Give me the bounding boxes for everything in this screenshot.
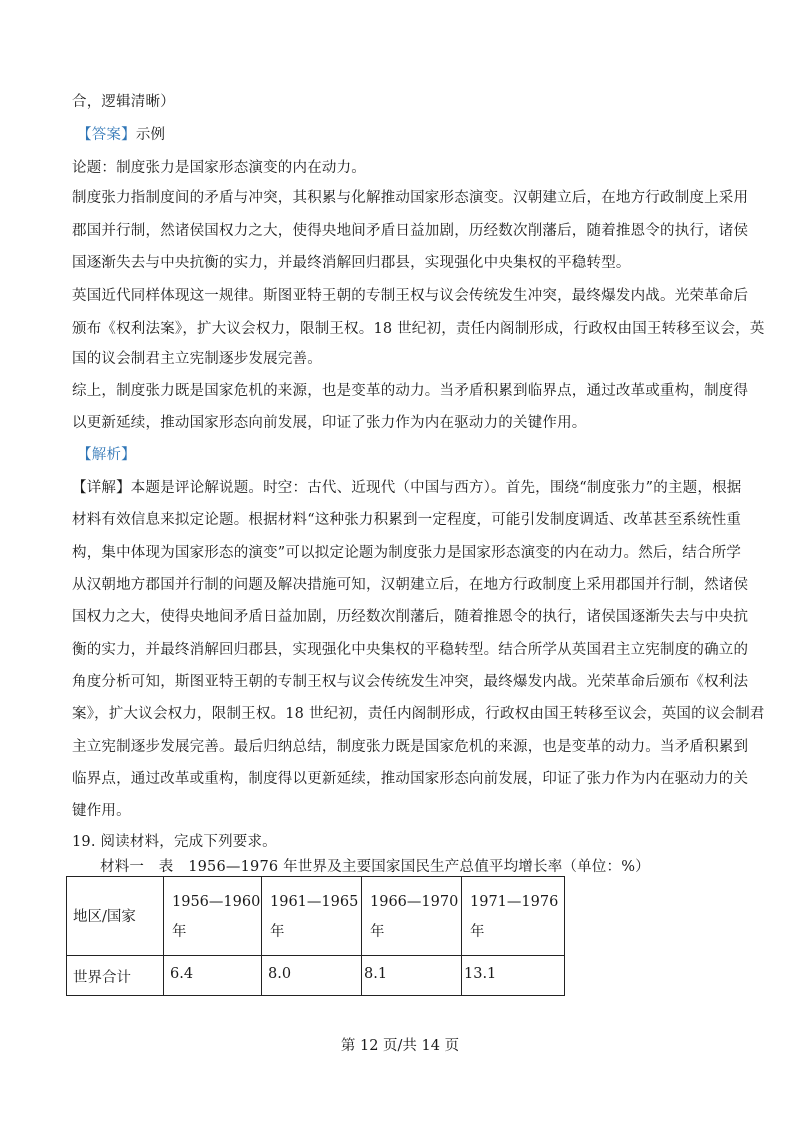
text-line: 制度张力指制度间的矛盾与冲突，其积累与化解推动国家形态演变。汉朝建立后，在地方行政制度上采用 bbox=[72, 190, 749, 206]
text-line: 英国近代同样体现这一规律。斯图亚特王朝的专制王权与议会传统发生冲突，最终爆发内战。光荣革命后 bbox=[72, 288, 749, 304]
text-line: 案》，扩大议会权力，限制王权。18 世纪初，责任内阁制形成，行政权由国王转移至议会，英国的议会制君 bbox=[72, 706, 765, 722]
text-line: 衡的实力，并最终消解回归郡县，实现强化中央集权的平稳转型。结合所学从英国君主立宪制度的确立的 bbox=[72, 642, 749, 658]
text-line: 键作用。 bbox=[72, 803, 131, 819]
text-line: 角度分析可知，斯图亚特王朝的专制王权与议会传统发生冲突，最终爆发内战。光荣革命后颁布《权利法 bbox=[72, 674, 749, 690]
region-cell: 世界合计 bbox=[67, 956, 164, 996]
value-cell: 13.1 bbox=[462, 956, 565, 996]
text-line: 国的议会制君主立宪制逐步发展完善。 bbox=[72, 351, 322, 367]
period-unit: 年 bbox=[172, 924, 187, 940]
text-line: 郡国并行制，然诸侯国权力之大，使得央地间矛盾日益加剧，历经数次削藩后，随着推恩令的执行，诸侯 bbox=[72, 223, 749, 239]
period-range: 1961—1965 bbox=[270, 894, 359, 910]
value-cell: 6.4 bbox=[164, 956, 262, 996]
text-line: 综上，制度张力既是国家危机的来源，也是变革的动力。当矛盾积累到临界点，通过改革或重构，制度得 bbox=[72, 383, 749, 399]
value-cell: 8.1 bbox=[362, 956, 462, 996]
value-cell: 8.0 bbox=[262, 956, 362, 996]
header-cell bbox=[362, 877, 462, 956]
text-line: 国权力之大，使得央地间矛盾日益加剧，历经数次削藩后，随着推恩令的执行，诸侯国逐渐失去与中央抗 bbox=[72, 609, 749, 625]
text-line: 构，集中体现为国家形态的演变”可以拟定论题为制度张力是国家形态演变的内在动力。然后，结合所学 bbox=[72, 545, 742, 561]
page-footer: 第 12 页/共 14 页 bbox=[340, 1038, 460, 1054]
text-line: 国逐渐失去与中央抗衡的实力，并最终消解回归郡县，实现强化中央集权的平稳转型。 bbox=[72, 255, 631, 271]
text-line: 合，逻辑清晰） bbox=[72, 94, 175, 110]
text-line: 颁布《权利法案》，扩大议会权力，限制王权。18 世纪初，责任内阁制形成，行政权由国王转移至议会，英 bbox=[72, 321, 765, 337]
thesis-line: 论题：制度张力是国家形态演变的内在动力。 bbox=[72, 160, 366, 176]
answer-text: 示例 bbox=[135, 127, 166, 143]
period-range: 1971—1976 bbox=[470, 894, 559, 910]
growth-rate-table bbox=[66, 876, 565, 996]
header-cell bbox=[462, 877, 565, 956]
header-cell bbox=[262, 877, 362, 956]
text-line: 【详解】本题是评论解说题。时空：古代、近现代（中国与西方）。首先，围绕“制度张力”的主题，根据 bbox=[72, 480, 742, 496]
period-range: 1966—1970 bbox=[370, 894, 459, 910]
answer-heading bbox=[77, 125, 165, 145]
text-line: 以更新延续，推动国家形态向前发展，印证了张力作为内在驱动力的关键作用。 bbox=[72, 415, 587, 431]
analysis-tag: 【解析】 bbox=[77, 447, 136, 463]
text-line: 从汉朝地方郡国并行制的问题及解决措施可知，汉朝建立后，在地方行政制度上采用郡国并行制，然诸侯 bbox=[72, 577, 749, 593]
header-cell bbox=[67, 877, 164, 956]
table-row bbox=[67, 956, 565, 996]
text-line: 临界点，通过改革或重构，制度得以更新延续，推动国家形态向前发展，印证了张力作为内在驱动力的关 bbox=[72, 771, 749, 787]
text-line: 材料有效信息来拟定论题。根据材料“这种张力积累到一定程度，可能引发制度调适、改革甚至系统性重 bbox=[72, 512, 742, 528]
period-unit: 年 bbox=[470, 924, 485, 940]
table-header-row bbox=[67, 877, 565, 956]
answer-tag: 【答案】 bbox=[77, 127, 136, 143]
header-cell bbox=[164, 877, 262, 956]
period-unit: 年 bbox=[270, 924, 285, 940]
period-unit: 年 bbox=[370, 924, 385, 940]
table-caption: 材料一 表 1956—1976 年世界及主要国家国民生产总值平均增长率（单位：%） bbox=[100, 859, 650, 875]
header-label: 地区/国家 bbox=[73, 909, 136, 925]
question-heading: 19. 阅读材料，完成下列要求。 bbox=[72, 834, 277, 850]
period-range: 1956—1960 bbox=[172, 894, 261, 910]
text-line: 主立宪制逐步发展完善。最后归纳总结，制度张力既是国家危机的来源，也是变革的动力。当矛盾积累到 bbox=[72, 739, 749, 755]
